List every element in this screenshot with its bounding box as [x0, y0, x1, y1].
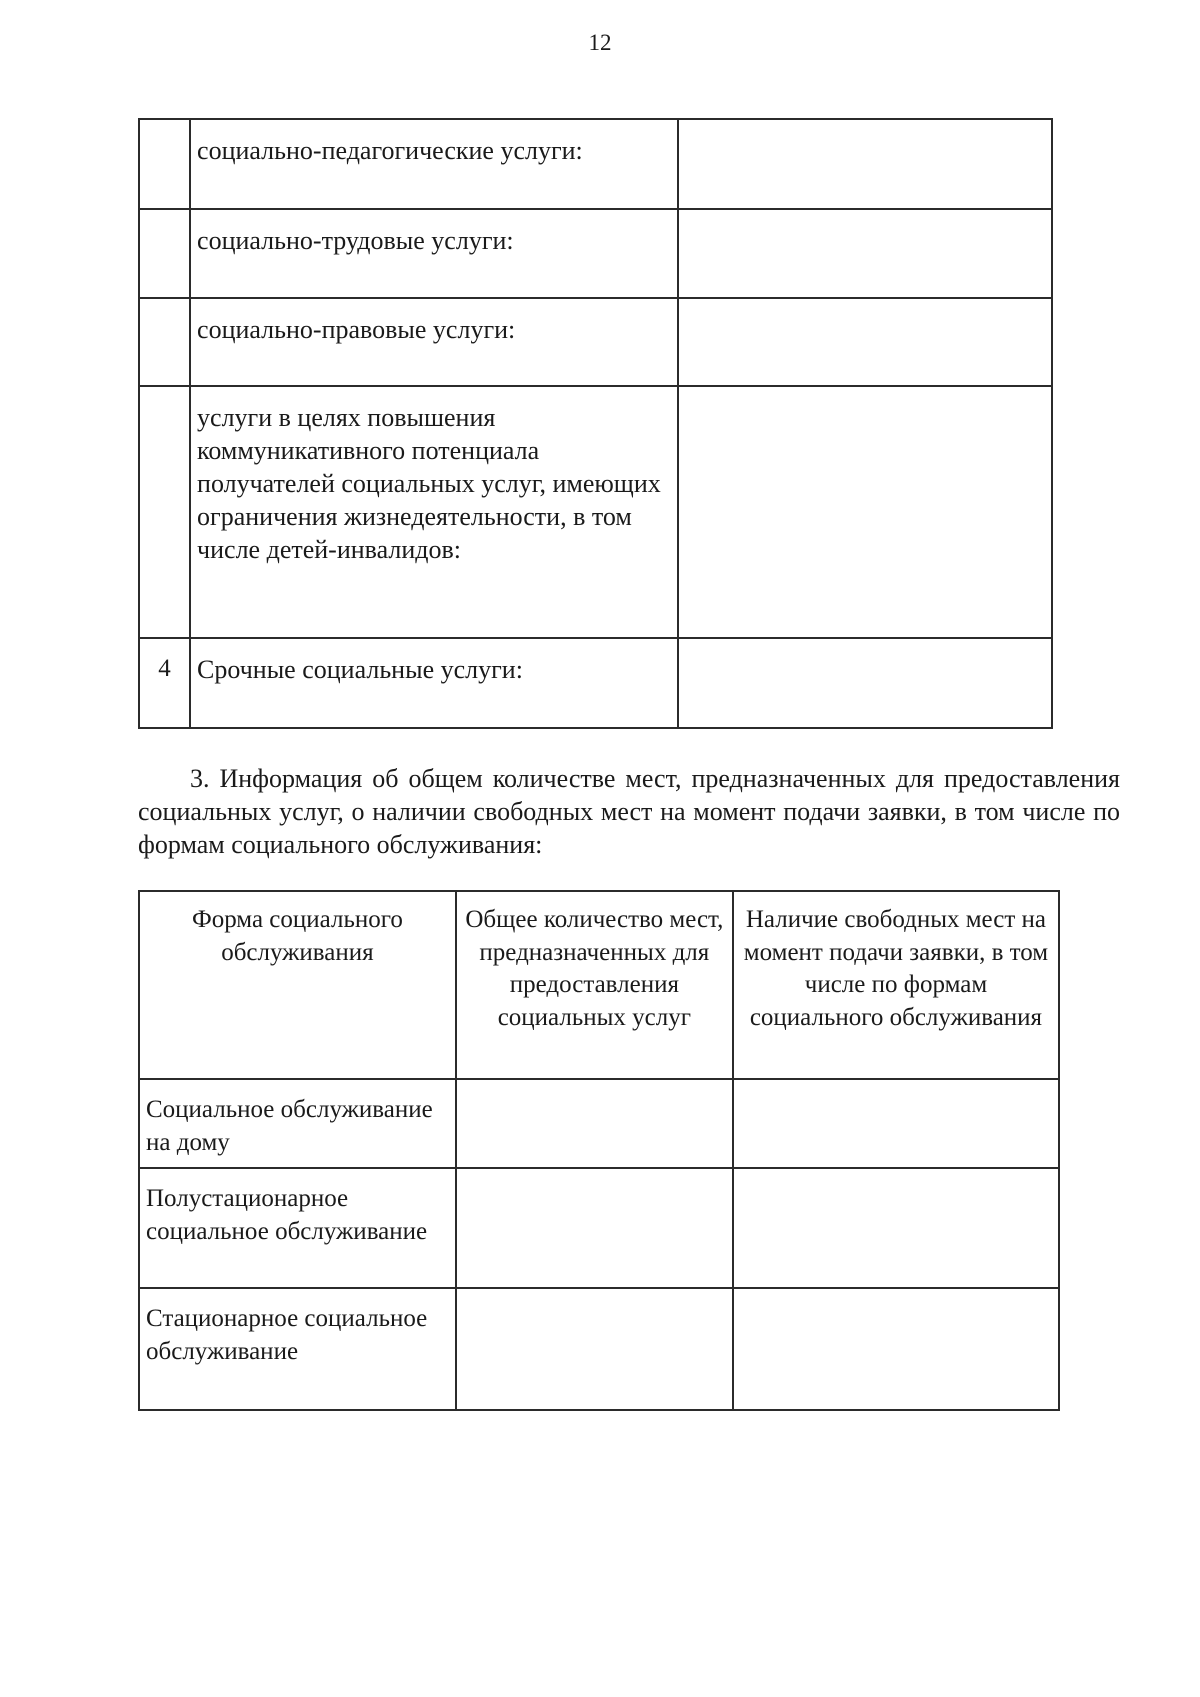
service-value-cell	[678, 209, 1052, 298]
free-places-cell	[733, 1079, 1059, 1168]
service-name: социально-правовые услуги:	[190, 298, 678, 386]
header-form: Форма социального обслуживания	[139, 891, 456, 1079]
service-name: Срочные социальные услуги:	[190, 638, 678, 728]
row-number	[139, 119, 190, 209]
service-value-cell	[678, 386, 1052, 638]
table-row	[139, 209, 1052, 298]
total-places-cell	[456, 1288, 733, 1410]
service-name: социально-педагогические услуги:	[190, 119, 678, 209]
table-row	[139, 638, 1052, 728]
total-places-cell	[456, 1168, 733, 1288]
form-name: Полустационарное социальное обслуживание	[139, 1168, 456, 1288]
table-row	[139, 119, 1052, 209]
table-row	[139, 1079, 1059, 1168]
free-places-cell	[733, 1288, 1059, 1410]
page-number: 12	[588, 30, 612, 55]
table-row	[139, 298, 1052, 386]
service-name: социально-трудовые услуги:	[190, 209, 678, 298]
table-row	[139, 1288, 1059, 1410]
service-name: услуги в целях повышения коммуникативного потенциала получателей социальных услуг, имеющих ограничения жизнедеятельности, в том числе детей-инвалидов:	[190, 386, 678, 638]
service-value-cell	[678, 119, 1052, 209]
section-3-paragraph: 3. Информация об общем количестве мест, предназначенных для предоставления социальных услуг, о наличии свободных мест на момент подачи заявки, в том числе по формам социального обслуживания:	[138, 764, 1120, 859]
form-name: Стационарное социальное обслуживание	[139, 1288, 456, 1410]
row-number	[139, 386, 190, 638]
total-places-cell	[456, 1079, 733, 1168]
service-value-cell	[678, 298, 1052, 386]
table-row	[139, 386, 1052, 638]
free-places-cell	[733, 1168, 1059, 1288]
table-row	[139, 1168, 1059, 1288]
services-table	[138, 118, 1053, 729]
header-total-places: Общее количество мест, предназначенных для предоставления социальных услуг	[456, 891, 733, 1079]
service-value-cell	[678, 638, 1052, 728]
table-header-row	[139, 891, 1059, 1079]
row-number	[139, 209, 190, 298]
row-number: 4	[139, 638, 190, 728]
form-name: Социальное обслуживание на дому	[139, 1079, 456, 1168]
header-free-places: Наличие свободных мест на момент подачи заявки, в том числе по формам социального обслуживания	[733, 891, 1059, 1079]
row-number	[139, 298, 190, 386]
places-table	[138, 890, 1060, 1411]
